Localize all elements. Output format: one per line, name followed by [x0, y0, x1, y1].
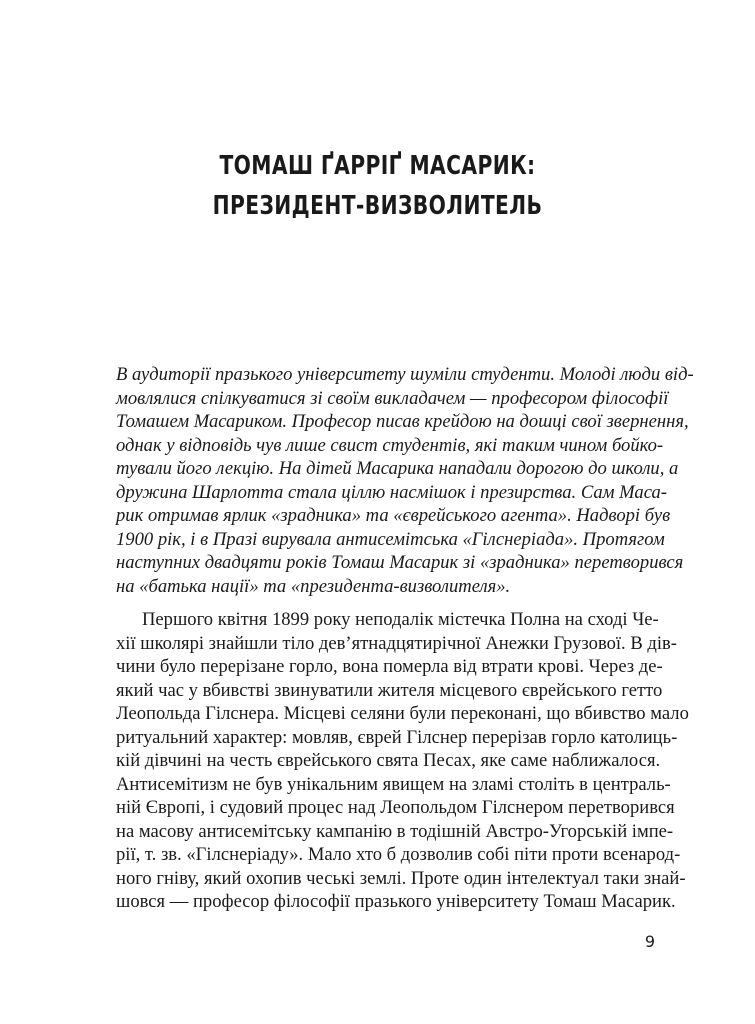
body-line: Першого квітня 1899 року неподалік містечка Полна на сході Че-: [142, 609, 659, 630]
body-line: чини було перерізане горло, вона померла від втрати крові. Через де-: [116, 656, 663, 677]
chapter-title-line-2: ПРЕЗИДЕНТ-ВИЗВОЛИТЕЛЬ: [212, 191, 543, 221]
body-line: Леопольда Гілснера. Місцеві селяни були переконані, що вбивство мало: [116, 703, 689, 724]
body-line: шовся — професор філософії празького університету Томаш Масарик.: [116, 891, 676, 912]
body-paragraph: [116, 608, 689, 914]
body-line: Антисемітизм не був унікальним явищем на зламі століть в централь-: [116, 773, 671, 795]
intro-line: наступних двадцяти років Томаш Масарик зі «зрадника» перетворився: [116, 552, 684, 573]
intro-line: В аудиторії празького університету шуміли студенти. Молоді люди від-: [116, 364, 694, 385]
body-line: кій дівчині на честь єврейського свята Песах, яке саме наближалося.: [116, 750, 661, 771]
intro-line: на «батька нації» та «президента-визволителя».: [116, 575, 511, 597]
body-line: рії, т. зв. «Гілснеріаду». Мало хто б дозволив собі піти проти всенарод-: [116, 844, 681, 865]
chapter-title: [83, 146, 672, 226]
body-line: ного гніву, який охопив чеські землі. Проте один інтелектуал таки знай-: [116, 867, 686, 889]
body-line: який час у вбивстві звинуватили жителя місцевого єврейського гетто: [116, 679, 663, 701]
body-line: ній Європі, і судовий процес над Леопольдом Гілснером перетворився: [116, 797, 675, 818]
chapter-title-line-1: ТОМАШ ҐАРРІҐ МАСАРИК:: [219, 151, 536, 181]
page-number: 9: [644, 932, 655, 951]
body-line: хії школярі знайшли тіло дев’ятнадцятирічної Анежки Грузової. В дів-: [116, 632, 677, 654]
intro-line: Томашем Масариком. Професор писав крейдою на дошці свої звернення,: [116, 411, 689, 432]
intro-line: мовлялися спілкуватися зі своїм викладачем — професором філософії: [116, 387, 669, 409]
intro-line: дружина Шарлотта стала ціллю насмішок і презирства. Сам Маса-: [116, 481, 667, 503]
body-line: на масову антисемітську кампанію в тодішній Австро-Угорській імпе-: [116, 820, 674, 842]
intro-line: 1900 рік, і в Празі вирувала антисемітська «Гілснеріада». Протягом: [116, 528, 665, 550]
intro-line: тували його лекцію. На дітей Масарика нападали дорогою до школи, а: [116, 458, 679, 479]
body-line: ритуальний характер: мовляв, єврей Гілснер перерізав горло католиць-: [116, 726, 678, 748]
intro-line: однак у відповідь чув лише свист студентів, які таким чином бойко-: [116, 434, 664, 456]
intro-paragraph: [116, 363, 694, 598]
intro-line: рик отримав ярлик «зрадника» та «єврейського агента». Надворі був: [116, 505, 671, 526]
